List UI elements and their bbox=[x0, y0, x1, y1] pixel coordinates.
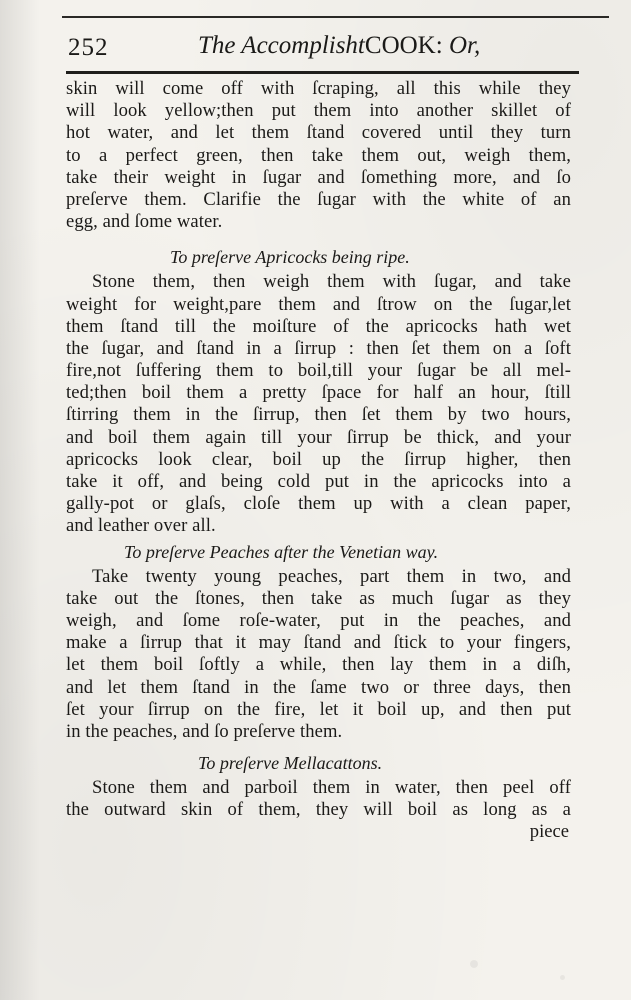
text-line: the outward skin of them, they will boil as long as a bbox=[66, 799, 571, 821]
text-line: preſerve them. Clarifie the ſugar with the white of an bbox=[66, 188, 571, 210]
text-line: them ſtand till the moiſture of the apricocks hath wet bbox=[66, 315, 571, 337]
text-line: and leather over all. bbox=[66, 515, 216, 537]
catchword: piece bbox=[529, 821, 569, 843]
running-head-title: The Accomplisht bbox=[198, 32, 365, 59]
text-line: make a ſirrup that it may ſtand and ſtick to your fingers, bbox=[66, 632, 571, 654]
ink-spot bbox=[470, 960, 478, 968]
text-line: in the peaches, and ſo preſerve them. bbox=[66, 720, 343, 742]
page-body bbox=[66, 78, 571, 844]
text-line: egg, and ſome water. bbox=[66, 211, 223, 233]
recipe-apricocks bbox=[66, 243, 571, 537]
text-line: weight for weight,pare them and ſtrow on the ſugar,let bbox=[66, 293, 571, 315]
recipe-peaches bbox=[66, 538, 571, 744]
recipe-heading: To preſerve Mellacattons. bbox=[198, 753, 383, 774]
text-line: to a perfect green, then take them out, weigh them, bbox=[66, 144, 571, 166]
text-line: Take twenty young peaches, part them in two, and bbox=[92, 565, 571, 587]
header-rule bbox=[66, 71, 579, 74]
text-line: take it off, and being cold put in the apricocks into a bbox=[66, 471, 571, 492]
text-line: Stone them and parboil them in water, then peel off bbox=[92, 777, 571, 799]
text-line: weigh, and ſome roſe-water, put in the peaches, and bbox=[66, 609, 571, 631]
ink-spot bbox=[560, 975, 565, 980]
page-header bbox=[68, 30, 588, 70]
text-line: take out the ſtones, then take as much ſugar as they bbox=[66, 587, 571, 609]
recipe-heading: To preſerve Peaches after the Venetian way. bbox=[124, 541, 439, 562]
page-number: 252 bbox=[68, 34, 109, 61]
text-line: skin will come off with ſcraping, all this while they bbox=[66, 78, 571, 99]
recipe-mellacattons bbox=[66, 749, 571, 821]
text-line: fire,not ſuffering them to boil,till your ſugar be all mel- bbox=[66, 360, 571, 382]
running-head-tail: Or, bbox=[448, 32, 481, 59]
text-line: Stone them, then weigh them with ſugar, and take bbox=[92, 271, 571, 293]
text-line: let them boil ſoftly a while, then lay them in a diſh, bbox=[66, 654, 571, 676]
text-line: the ſugar, and ſtand in a ſirrup : then ſet them on a ſoft bbox=[66, 337, 571, 359]
running-head-caps: COOK: bbox=[364, 32, 443, 59]
text-line: gally-pot or glaſs, cloſe them up with a clean paper, bbox=[66, 493, 571, 515]
text-line: ſtirring them in the ſirrup, then ſet them by two hours, bbox=[66, 404, 571, 426]
text-line: and let them ſtand in the ſame two or three days, then bbox=[66, 676, 571, 698]
top-edge-rule bbox=[62, 16, 609, 18]
binding-shadow bbox=[0, 0, 40, 1000]
text-line: take their weight in ſugar and ſomething more, and ſo bbox=[66, 166, 571, 188]
continued-paragraph bbox=[66, 78, 571, 233]
running-head bbox=[198, 32, 480, 60]
text-line: ſet your ſirrup on the fire, let it boil up, and then put bbox=[66, 698, 571, 720]
recipe-heading: To preſerve Apricocks being ripe. bbox=[170, 247, 410, 268]
text-line: ted;then boil them a pretty ſpace for half an hour, ſtill bbox=[66, 382, 571, 404]
text-line: will look yellow;then put them into another skillet of bbox=[66, 100, 571, 122]
text-line: apricocks look clear, boil up the ſirrup higher, then bbox=[66, 448, 571, 470]
text-line: and boil them again till your ſirrup be thick, and your bbox=[66, 426, 571, 448]
text-line: hot water, and let them ſtand covered until they turn bbox=[66, 122, 571, 144]
